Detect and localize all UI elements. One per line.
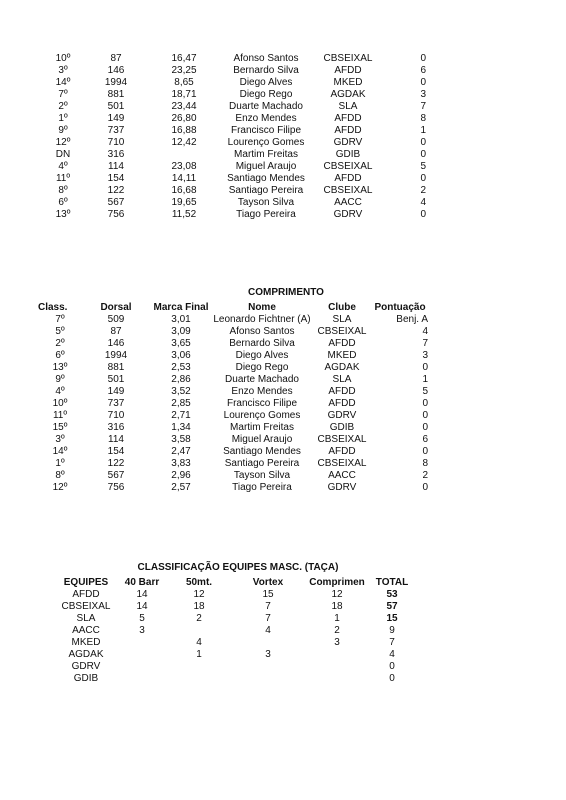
table-row: [56, 649, 416, 661]
cell-dorsal: 737: [107, 398, 125, 409]
cell-pontuacao: 2: [420, 185, 426, 196]
cell-clube: CBSEIXAL: [323, 53, 373, 64]
header-nome: Nome: [248, 302, 276, 313]
cell-class: 14º: [55, 77, 71, 88]
cell-50mt: [168, 661, 230, 673]
cell-dorsal: 122: [107, 185, 125, 196]
cell-marca: 3,58: [171, 434, 191, 445]
cell-total: 57: [386, 601, 398, 612]
cell-50mt: 12: [193, 589, 205, 600]
cell-marca: 3,06: [171, 350, 191, 361]
cell-total: 15: [386, 613, 398, 624]
cell-pontuacao: 3: [422, 350, 428, 361]
cell-clube: CBSEIXAL: [317, 434, 367, 445]
cell-clube: SLA: [332, 374, 352, 385]
cell-40-barr: [116, 661, 168, 673]
cell-marca: 3,65: [171, 338, 191, 349]
cell-dorsal: 87: [110, 326, 122, 337]
cell-equipe: GDRV: [71, 661, 101, 672]
table-row: [38, 446, 428, 458]
cell-equipe: AFDD: [72, 589, 100, 600]
cell-nome: Afonso Santos: [233, 53, 299, 64]
section-title-team-ranking: CLASSIFICAÇÃO EQUIPES MASC. (TAÇA): [137, 562, 339, 573]
table-row: [56, 673, 416, 685]
header-clube: Clube: [328, 302, 356, 313]
cell-nome: Santiago Mendes: [223, 446, 301, 457]
table-header-row: [38, 302, 428, 314]
cell-vortex: 3: [265, 649, 271, 660]
cell-total: 9: [389, 625, 395, 636]
table-row: [38, 398, 428, 410]
cell-marca: 2,96: [171, 470, 191, 481]
table-row: [46, 197, 426, 209]
cell-class: 2º: [58, 101, 68, 112]
cell-pontuacao: 8: [422, 458, 428, 469]
cell-clube: AFDD: [328, 398, 356, 409]
cell-class: 5º: [55, 326, 65, 337]
cell-comprimen: 12: [331, 589, 343, 600]
cell-nome: Francisco Filipe: [230, 125, 302, 136]
table-row: [38, 482, 428, 494]
cell-dorsal: 756: [107, 209, 125, 220]
results-table-previous: [46, 53, 426, 221]
cell-clube: GDRV: [327, 482, 357, 493]
cell-pontuacao: 6: [420, 65, 426, 76]
cell-clube: MKED: [327, 350, 357, 361]
cell-nome: Bernardo Silva: [229, 338, 295, 349]
team-ranking-table: [56, 577, 416, 685]
cell-class: 13º: [52, 362, 68, 373]
cell-dorsal: 501: [107, 101, 125, 112]
table-row: [38, 434, 428, 446]
cell-marca: 8,65: [174, 77, 194, 88]
cell-clube: MKED: [333, 77, 363, 88]
cell-clube: CBSEIXAL: [317, 326, 367, 337]
cell-dorsal: 149: [107, 113, 125, 124]
cell-dorsal: 146: [107, 338, 125, 349]
cell-total: 0: [389, 673, 395, 684]
cell-marca: 2,86: [171, 374, 191, 385]
cell-marca: 12,42: [171, 137, 197, 148]
table-row: [46, 125, 426, 137]
table-row: [46, 65, 426, 77]
cell-marca: 3,01: [171, 314, 191, 325]
cell-equipe: AACC: [72, 625, 100, 636]
cell-class: 6º: [55, 350, 65, 361]
cell-nome: Afonso Santos: [229, 326, 295, 337]
cell-pontuacao: 4: [420, 197, 426, 208]
cell-nome: Martim Freitas: [230, 422, 294, 433]
cell-total: 4: [389, 649, 395, 660]
cell-40-barr: 14: [136, 589, 148, 600]
cell-nome: Tayson Silva: [233, 470, 291, 481]
cell-nome: Leonardo Fichtner (A): [213, 314, 311, 325]
cell-dorsal: 881: [107, 362, 125, 373]
cell-comprimen: [306, 661, 368, 673]
cell-40-barr: 14: [136, 601, 148, 612]
cell-dorsal: 87: [110, 53, 122, 64]
cell-50mt: 4: [196, 637, 202, 648]
cell-marca: 23,44: [171, 101, 197, 112]
cell-comprimen: 2: [334, 625, 340, 636]
cell-dorsal: 501: [107, 374, 125, 385]
cell-nome: Miguel Araujo: [231, 434, 293, 445]
cell-clube: GDRV: [333, 209, 363, 220]
cell-vortex: [230, 637, 306, 649]
cell-marca: 16,88: [171, 125, 197, 136]
table-row: [56, 661, 416, 673]
cell-clube: AFDD: [328, 386, 356, 397]
cell-clube: GDIB: [335, 149, 361, 160]
cell-class: 11º: [55, 173, 71, 184]
cell-dorsal: 154: [107, 446, 125, 457]
cell-equipe: CBSEIXAL: [61, 601, 111, 612]
cell-nome: Santiago Pereira: [224, 458, 300, 469]
cell-clube: AFDD: [334, 65, 362, 76]
cell-dorsal: 710: [107, 410, 125, 421]
cell-vortex: 4: [265, 625, 271, 636]
cell-50mt: 2: [196, 613, 202, 624]
cell-clube: CBSEIXAL: [323, 185, 373, 196]
cell-nome: Diego Rego: [239, 89, 293, 100]
cell-nome: Duarte Machado: [225, 374, 299, 385]
cell-total: 53: [386, 589, 398, 600]
table-row: [46, 77, 426, 89]
cell-vortex: [230, 661, 306, 673]
cell-40-barr: [116, 637, 168, 649]
cell-pontuacao: 0: [422, 422, 428, 433]
header-class: Class.: [38, 302, 68, 313]
cell-pontuacao: 1: [420, 125, 426, 136]
cell-class: 15º: [52, 422, 68, 433]
cell-40-barr: 3: [139, 625, 145, 636]
cell-dorsal: 154: [107, 173, 125, 184]
table-row: [38, 314, 428, 326]
cell-clube: AGDAK: [324, 362, 360, 373]
cell-pontuacao: 1: [422, 374, 428, 385]
cell-class: 12º: [52, 482, 68, 493]
cell-pontuacao: 5: [422, 386, 428, 397]
cell-nome: Bernardo Silva: [233, 65, 299, 76]
cell-nome: Diego Alves: [239, 77, 293, 88]
cell-marca: 2,85: [171, 398, 191, 409]
table-row: [38, 410, 428, 422]
cell-marca: 16,68: [171, 185, 197, 196]
header-pontuacao: Pontuação: [374, 302, 426, 313]
cell-pontuacao: 2: [422, 470, 428, 481]
cell-marca: 11,52: [171, 209, 197, 220]
cell-class: 4º: [58, 161, 68, 172]
cell-pontuacao: 8: [420, 113, 426, 124]
cell-class: 8º: [55, 470, 65, 481]
cell-clube: AGDAK: [330, 89, 366, 100]
table-row: [46, 185, 426, 197]
cell-nome: Lourenço Gomes: [223, 410, 301, 421]
cell-pontuacao: 0: [420, 77, 426, 88]
cell-total: 0: [389, 661, 395, 672]
cell-clube: AFDD: [328, 338, 356, 349]
header-total: TOTAL: [375, 577, 409, 588]
header-comprimen: Comprimen: [309, 577, 365, 588]
header-equipes: EQUIPES: [63, 577, 109, 588]
cell-pontuacao: 6: [422, 434, 428, 445]
cell-dorsal: 756: [107, 482, 125, 493]
cell-class: 3º: [58, 65, 68, 76]
cell-nome: Miguel Araujo: [235, 161, 297, 172]
table-row: [56, 601, 416, 613]
cell-class: 6º: [58, 197, 68, 208]
cell-class: 2º: [55, 338, 65, 349]
table-row: [46, 149, 426, 161]
cell-nome: Tiago Pereira: [236, 209, 296, 220]
cell-clube: GDRV: [327, 410, 357, 421]
cell-nome: Martim Freitas: [234, 149, 298, 160]
table-row: [38, 374, 428, 386]
cell-pontuacao: 7: [422, 338, 428, 349]
cell-equipe: AGDAK: [68, 649, 104, 660]
table-row: [46, 161, 426, 173]
cell-dorsal: 316: [107, 149, 125, 160]
cell-marca: 23,25: [171, 65, 197, 76]
cell-total: 7: [389, 637, 395, 648]
cell-40-barr: [116, 649, 168, 661]
cell-pontuacao: 0: [422, 410, 428, 421]
cell-marca: 3,83: [171, 458, 191, 469]
table-row: [38, 458, 428, 470]
cell-pontuacao: 0: [420, 149, 426, 160]
header-marca-final: Marca Final: [153, 302, 209, 313]
cell-marca: 19,65: [171, 197, 197, 208]
cell-pontuacao: 0: [422, 398, 428, 409]
cell-clube: GDIB: [329, 422, 355, 433]
cell-nome: Francisco Filipe: [226, 398, 298, 409]
cell-marca: 2,53: [171, 362, 191, 373]
cell-nome: Santiago Mendes: [227, 173, 305, 184]
cell-pontuacao: 0: [422, 482, 428, 493]
cell-marca: 2,71: [171, 410, 191, 421]
cell-marca: 14,11: [171, 173, 197, 184]
cell-equipe: GDIB: [73, 673, 99, 684]
cell-dorsal: 1994: [104, 77, 128, 88]
cell-dorsal: 1994: [104, 350, 128, 361]
cell-pontuacao: 3: [420, 89, 426, 100]
cell-class: 14º: [52, 446, 68, 457]
cell-comprimen: [306, 649, 368, 661]
table-row: [38, 422, 428, 434]
cell-vortex: 7: [265, 613, 271, 624]
cell-clube: AACC: [328, 470, 356, 481]
cell-nome: Diego Rego: [235, 362, 289, 373]
cell-clube: AFDD: [334, 113, 362, 124]
table-row: [46, 53, 426, 65]
cell-marca: 23,08: [171, 161, 197, 172]
table-row: [38, 338, 428, 350]
cell-marca: [152, 149, 216, 161]
cell-pontuacao: 0: [420, 209, 426, 220]
cell-class: 4º: [55, 386, 65, 397]
cell-clube: GDRV: [333, 137, 363, 148]
cell-marca: 16,47: [171, 53, 197, 64]
table-row: [46, 173, 426, 185]
table-row: [38, 470, 428, 482]
table-row: [46, 101, 426, 113]
cell-class: 9º: [55, 374, 65, 385]
cell-clube: SLA: [332, 314, 352, 325]
cell-dorsal: 114: [108, 161, 124, 172]
cell-class: 7º: [58, 89, 68, 100]
cell-class: 11º: [52, 410, 68, 421]
cell-dorsal: 710: [107, 137, 125, 148]
cell-equipe: MKED: [71, 637, 101, 648]
cell-class: 10º: [55, 53, 71, 64]
cell-nome: Duarte Machado: [229, 101, 303, 112]
cell-50mt: 1: [196, 649, 202, 660]
table-row: [38, 386, 428, 398]
cell-clube: AFDD: [334, 125, 362, 136]
cell-pontuacao: Benj. A: [396, 314, 428, 325]
cell-marca: 2,47: [171, 446, 191, 457]
table-row: [56, 613, 416, 625]
table-row: [38, 350, 428, 362]
table-row: [38, 362, 428, 374]
cell-marca: 1,34: [171, 422, 191, 433]
cell-dorsal: 567: [107, 470, 125, 481]
cell-equipe: SLA: [76, 613, 96, 624]
cell-vortex: [230, 673, 306, 685]
cell-comprimen: [306, 673, 368, 685]
cell-dorsal: 567: [107, 197, 125, 208]
cell-40-barr: [116, 673, 168, 685]
cell-clube: CBSEIXAL: [317, 458, 367, 469]
cell-dorsal: 737: [107, 125, 125, 136]
cell-clube: SLA: [338, 101, 358, 112]
cell-class: DN: [55, 149, 71, 160]
cell-pontuacao: 4: [422, 326, 428, 337]
cell-marca: 3,52: [171, 386, 191, 397]
table-row: [56, 625, 416, 637]
cell-marca: 2,57: [171, 482, 191, 493]
cell-50mt: [168, 673, 230, 685]
cell-clube: AFDD: [334, 173, 362, 184]
cell-vortex: 15: [262, 589, 274, 600]
cell-nome: Enzo Mendes: [235, 113, 297, 124]
cell-comprimen: 18: [331, 601, 343, 612]
results-table-comprimento: [38, 302, 428, 494]
cell-class: 3º: [55, 434, 65, 445]
cell-50mt: 18: [193, 601, 205, 612]
cell-class: 13º: [55, 209, 71, 220]
table-row: [46, 113, 426, 125]
cell-class: 9º: [58, 125, 68, 136]
cell-pontuacao: 0: [420, 137, 426, 148]
cell-nome: Enzo Mendes: [231, 386, 293, 397]
cell-clube: AACC: [334, 197, 362, 208]
header-50mt: 50mt.: [185, 577, 213, 588]
cell-40-barr: 5: [139, 613, 145, 624]
cell-vortex: 7: [265, 601, 271, 612]
cell-class: 12º: [55, 137, 71, 148]
cell-dorsal: 114: [108, 434, 124, 445]
cell-50mt: [168, 625, 230, 637]
cell-pontuacao: 7: [420, 101, 426, 112]
cell-pontuacao: 0: [422, 446, 428, 457]
table-row: [46, 209, 426, 221]
table-row: [38, 326, 428, 338]
cell-nome: Santiago Pereira: [228, 185, 304, 196]
cell-clube: AFDD: [328, 446, 356, 457]
header-vortex: Vortex: [252, 577, 284, 588]
cell-comprimen: 3: [334, 637, 340, 648]
cell-pontuacao: 0: [420, 173, 426, 184]
section-title-comprimento: COMPRIMENTO: [248, 287, 324, 298]
cell-class: 10º: [52, 398, 68, 409]
cell-pontuacao: 5: [420, 161, 426, 172]
cell-class: 1º: [55, 458, 65, 469]
table-row: [46, 137, 426, 149]
cell-marca: 18,71: [171, 89, 197, 100]
cell-nome: Diego Alves: [235, 350, 289, 361]
cell-pontuacao: 0: [422, 362, 428, 373]
cell-dorsal: 146: [107, 65, 125, 76]
cell-dorsal: 316: [107, 422, 125, 433]
header-40-barr: 40 Barr: [124, 577, 160, 588]
cell-comprimen: 1: [334, 613, 340, 624]
cell-nome: Lourenço Gomes: [227, 137, 305, 148]
cell-dorsal: 509: [107, 314, 125, 325]
cell-clube: CBSEIXAL: [323, 161, 373, 172]
cell-class: 8º: [58, 185, 68, 196]
header-dorsal: Dorsal: [100, 302, 132, 313]
cell-dorsal: 122: [107, 458, 125, 469]
table-row: [56, 637, 416, 649]
table-row: [56, 589, 416, 601]
cell-dorsal: 149: [107, 386, 125, 397]
cell-pontuacao: 0: [420, 53, 426, 64]
table-header-row: [56, 577, 416, 589]
cell-nome: Tayson Silva: [237, 197, 295, 208]
cell-dorsal: 881: [107, 89, 125, 100]
cell-marca: 26,80: [171, 113, 197, 124]
cell-class: 1º: [58, 113, 68, 124]
cell-marca: 3,09: [171, 326, 191, 337]
table-row: [46, 89, 426, 101]
cell-class: 7º: [55, 314, 65, 325]
cell-nome: Tiago Pereira: [232, 482, 292, 493]
